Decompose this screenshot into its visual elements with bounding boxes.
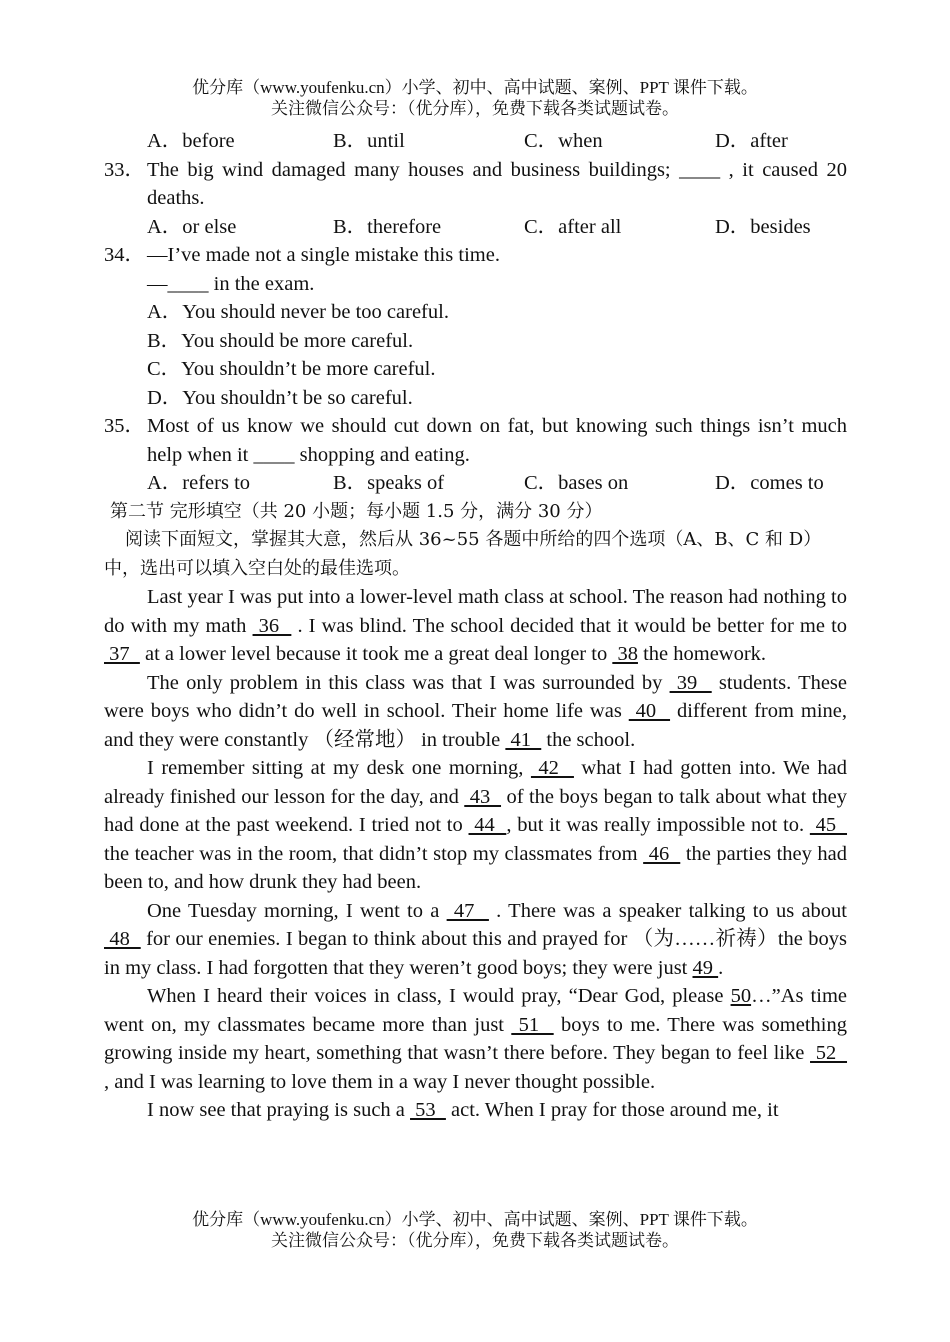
passage-text: One Tuesday morning, I went to a — [147, 899, 447, 922]
passage-text: Last year I was put into a lower-level math class at school. The reason had nothing to do with my math — [104, 586, 847, 637]
question-number: 34． — [104, 244, 145, 266]
question-stem: Most of us know we should cut down on fat, but knowing such things isn’t much help when it ____ shopping and eating. — [147, 415, 847, 466]
question-stem: —I’ve made not a single mistake this time. — [147, 244, 500, 266]
passage-text: the parties they had been to, and how drunk they had been. — [104, 842, 848, 893]
q35-option-a: A．refers to — [147, 472, 251, 494]
blank-51: 51 — [511, 1013, 554, 1036]
blank-42: 42 — [530, 757, 574, 779]
blank-39: 39 — [669, 671, 712, 694]
passage-text: I now see that praying is such a — [147, 1099, 411, 1121]
passage-paragraph-1 — [104, 583, 847, 669]
blank-45: 45 — [809, 814, 848, 836]
header-line-1: 优分库（www.youfenku.cn）小学、初中、高中试题、案例、PPT 课件下载。 — [192, 78, 758, 97]
blank-50: 50 — [730, 985, 752, 1007]
blank-48: 48 — [104, 928, 141, 950]
passage-text: . — [718, 956, 724, 979]
q33-option-b: B．therefore — [333, 215, 442, 238]
passage-text: When I heard their voices in class, I would pray, “Dear God, please — [147, 985, 731, 1007]
passage-paragraph-4 — [104, 897, 847, 983]
q34-reply: —____ in the exam. — [147, 272, 315, 295]
q32-option-a: A．before — [147, 130, 235, 152]
q33-option-a: A．or else — [147, 215, 237, 238]
passage-paragraph-3 — [104, 754, 847, 897]
passage-text: what I had gotten into. We had already finished our lesson for the day, and — [104, 757, 847, 808]
q32-option-d: D．after — [715, 130, 788, 152]
passage-paragraph-2 — [104, 669, 847, 755]
passage-text: . There was a speaker talking to us about — [488, 899, 848, 922]
section-instruction-2: 中，选出可以填入空白处的最佳选项。 — [104, 557, 410, 579]
q32-option-b: B．until — [333, 130, 405, 152]
passage-text: the school. — [541, 728, 636, 751]
blank-38: 38 — [612, 643, 638, 665]
question-35 — [104, 412, 847, 469]
blank-46: 46 — [643, 842, 681, 865]
q33-option-c: C．after all — [524, 215, 622, 238]
header-line-2: 关注微信公众号：（优分库），免费下载各类试题试卷。 — [271, 99, 679, 118]
section-title: 第二节 完形填空（共 20 小题；每小题 1.5 分，满分 30 分） — [110, 500, 603, 522]
footer-line-2: 关注微信公众号：（优分库），免费下载各类试题试卷。 — [271, 1231, 679, 1250]
q35-option-d: D．comes to — [715, 472, 824, 494]
q32-option-c: C．when — [524, 130, 603, 152]
passage-text: at a lower level because it took me a great deal longer to — [139, 643, 613, 665]
question-stem: The big wind damaged many houses and business buildings; ____ , it caused 20 deaths. — [147, 158, 847, 209]
passage-text: for our enemies. I began to think about this and prayed for （为……祈祷）the boys in my class. I had forgotten that they weren’t good boys; they were just — [104, 928, 848, 979]
question-34 — [104, 241, 847, 270]
q35-option-b: B．speaks of — [333, 472, 445, 494]
passage-text: act. When I pray for those around me, it — [445, 1099, 779, 1121]
q33-options — [104, 213, 847, 242]
passage-text: of the boys began to talk about what they had done at the past weekend. I tried not to — [104, 785, 847, 836]
q33-option-d: D．besides — [715, 215, 811, 238]
blank-36: 36 — [252, 614, 292, 637]
passage-text: the teacher was in the room, that didn’t stop my classmates from — [104, 842, 644, 865]
exam-content — [104, 127, 847, 1125]
q35-option-c: C．bases on — [524, 472, 629, 494]
blank-40: 40 — [628, 700, 671, 722]
blank-52: 52 — [810, 1042, 848, 1064]
footer-line-1: 优分库（www.youfenku.cn）小学、初中、高中试题、案例、PPT 课件下载。 — [192, 1210, 758, 1229]
passage-text: . I was blind. The school decided that it would be better for me to — [291, 614, 848, 637]
blank-47: 47 — [446, 899, 489, 922]
question-number: 35． — [104, 415, 145, 437]
q34-option-d: D．You shouldn’t be so careful. — [147, 386, 413, 409]
passage-text: students. These were boys who didn’t do well in school. Their home life was — [104, 671, 848, 722]
passage-text: I remember sitting at my desk one morning, — [147, 757, 531, 779]
q34-option-b: B．You should be more careful. — [147, 329, 414, 352]
passage-text: boys to me. There was something growing inside my heart, something that wasn’t there before. They began to feel like — [104, 1013, 847, 1064]
passage-paragraph-5 — [104, 982, 847, 1096]
question-33 — [104, 156, 847, 213]
passage-text: different from mine, and they were constantly （经常地） in trouble — [104, 700, 847, 751]
passage-text: , and I was learning to love them in a way I never thought possible. — [104, 1070, 656, 1093]
passage-text: The only problem in this class was that I was surrounded by — [147, 671, 670, 694]
page-header — [0, 77, 950, 119]
blank-53: 53 — [410, 1099, 446, 1121]
q35-options — [104, 469, 847, 498]
blank-37: 37 — [104, 643, 140, 665]
q32-options — [104, 127, 847, 156]
blank-44: 44 — [468, 814, 507, 836]
passage-text: …”As time went on, my classmates became more than just — [104, 985, 847, 1036]
q34-option-a: A．You should never be too careful. — [147, 301, 449, 323]
blank-43: 43 — [464, 785, 502, 808]
passage-text: , but it was really impossible not to. — [506, 814, 810, 836]
question-number: 33． — [104, 158, 145, 181]
passage-text: the homework. — [637, 643, 767, 665]
q34-option-c: C．You shouldn’t be more careful. — [147, 358, 436, 380]
blank-41: 41 — [505, 728, 542, 751]
page-footer — [0, 1209, 950, 1251]
blank-49: 49 — [692, 956, 719, 979]
section-instruction-1: 阅读下面短文，掌握其大意，然后从 36~55 各题中所给的四个选项（A、B、C 和 D） — [125, 529, 822, 550]
passage-paragraph-6 — [104, 1096, 847, 1125]
